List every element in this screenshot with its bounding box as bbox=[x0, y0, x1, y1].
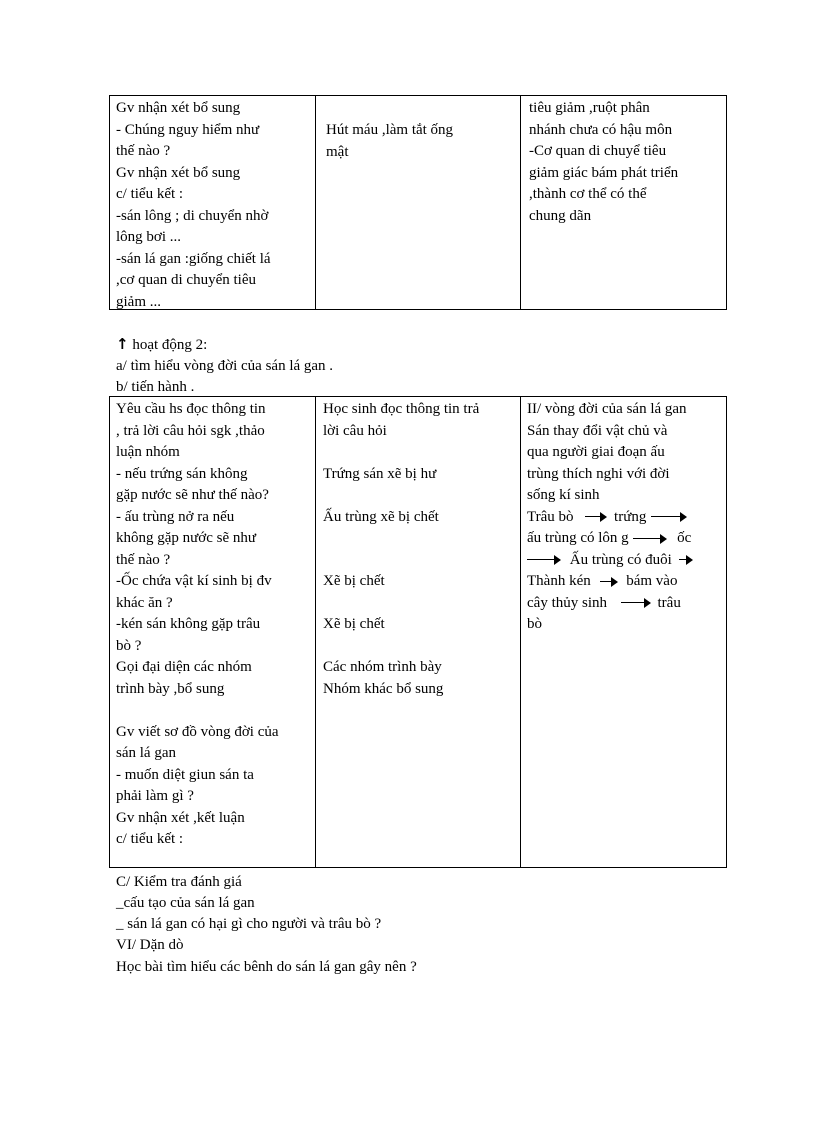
text-line: luận nhóm bbox=[116, 444, 180, 460]
text-line bbox=[323, 442, 516, 464]
cycle-attach: bám vào bbox=[626, 573, 678, 589]
footer-evaluation-heading: C/ Kiểm tra đánh giá bbox=[116, 874, 242, 890]
cycle-host: Trâu bò bbox=[527, 508, 574, 525]
text-line: ,thành cơ thể có thể bbox=[529, 186, 647, 202]
text-line: Hút máu ,làm tắt ống bbox=[326, 122, 454, 138]
cycle-plant: cây thủy sinh bbox=[527, 594, 607, 611]
text-line bbox=[323, 593, 516, 615]
text-line: lời câu hỏi bbox=[323, 422, 387, 439]
text-line: II/ vòng đời của sán lá gan bbox=[527, 401, 687, 417]
table1-col2-text bbox=[326, 120, 516, 163]
cycle-larva-hair: ấu trùng có lôn g bbox=[527, 530, 629, 546]
right-arrow-icon bbox=[527, 555, 561, 565]
cycle-line-4 bbox=[527, 571, 723, 593]
table1-col-teacher bbox=[110, 96, 316, 309]
right-arrow-icon bbox=[651, 512, 687, 522]
right-arrow-icon bbox=[621, 598, 651, 608]
cycle-larva-tail: Ấu trùng có đuôi bbox=[569, 551, 672, 568]
activity-heading bbox=[116, 334, 207, 357]
table2-col2-text bbox=[323, 399, 516, 700]
text-line bbox=[116, 700, 311, 722]
activity-process: b/ tiến hành . bbox=[116, 379, 195, 395]
text-line: Yêu cầu hs đọc thông tin bbox=[116, 401, 266, 417]
table2-col1-text bbox=[116, 399, 311, 851]
text-line: khác ăn ? bbox=[116, 594, 173, 611]
text-line: phải làm gì ? bbox=[116, 788, 194, 804]
footer-question-1: _cấu tạo của sán lá gan bbox=[116, 895, 255, 911]
text-line: - Chúng nguy hiểm như bbox=[116, 121, 260, 138]
text-line: Gv nhận xét bổ sung bbox=[116, 164, 241, 181]
table1-col3-text bbox=[529, 98, 723, 227]
text-line: trình bày ,bổ sung bbox=[116, 680, 225, 697]
right-arrow-icon bbox=[633, 534, 667, 544]
text-line: Gv nhận xét ,kết luận bbox=[116, 809, 245, 826]
text-line: -Ốc chứa vật kí sinh bị đv bbox=[116, 573, 272, 589]
cycle-egg: trứng bbox=[614, 508, 647, 525]
text-line: Gv viết sơ đồ vòng đời của bbox=[116, 723, 279, 740]
text-line: - nếu trứng sán không bbox=[116, 465, 248, 482]
text-line: không gặp nước sẽ như bbox=[116, 530, 257, 546]
table1-col1-text bbox=[116, 98, 311, 313]
text-line: thế nào ? bbox=[116, 551, 171, 568]
table1-col-content bbox=[521, 96, 727, 309]
text-line: -sán lá gan :giống chiết lá bbox=[116, 250, 271, 267]
footer-homework-text: Học bài tìm hiểu các bênh do sán lá gan gây nên ? bbox=[116, 959, 417, 975]
text-line: nhánh chưa có hậu môn bbox=[529, 121, 673, 138]
cycle-line-3 bbox=[527, 550, 723, 572]
right-arrow-icon bbox=[679, 555, 693, 565]
text-line: Gọi đại diện các nhóm bbox=[116, 659, 252, 675]
text-line bbox=[323, 550, 516, 572]
right-arrow-icon bbox=[600, 577, 618, 587]
text-line: - muốn diệt giun sán ta bbox=[116, 766, 254, 783]
text-line: giảm giác bám phát triển bbox=[529, 164, 679, 181]
cycle-snail: ốc bbox=[677, 530, 692, 546]
activity-goal: a/ tìm hiểu vòng đời của sán lá gan . bbox=[116, 358, 334, 374]
text-line: bò ? bbox=[116, 637, 142, 654]
right-arrow-icon bbox=[585, 512, 607, 522]
cycle-line-2 bbox=[527, 528, 723, 550]
cycle-cyst: Thành kén bbox=[527, 573, 591, 589]
footer-homework-heading: VI/ Dặn dò bbox=[116, 937, 184, 953]
text-line: Các nhóm trình bày bbox=[323, 659, 442, 675]
text-line bbox=[323, 636, 516, 658]
text-line: Xẽ bị chết bbox=[323, 573, 385, 589]
table2-col-student bbox=[316, 397, 521, 867]
text-line: sống kí sinh bbox=[527, 487, 600, 503]
text-line: lông bơi ... bbox=[116, 229, 182, 245]
footer-question-2: _ sán lá gan có hại gì cho người và trâu bò ? bbox=[116, 916, 382, 932]
text-line: Xẽ bị chết bbox=[323, 616, 385, 632]
text-line: gặp nước sẽ như thế nào? bbox=[116, 487, 269, 503]
table2-col-teacher bbox=[110, 397, 316, 867]
text-line: , trả lời câu hỏi sgk ,thảo bbox=[116, 422, 265, 439]
text-line: Gv nhận xét bổ sung bbox=[116, 100, 241, 116]
text-line: qua người giai đoạn ấu bbox=[527, 444, 665, 460]
text-line: ,cơ quan di chuyển tiêu bbox=[116, 272, 256, 288]
table1-col-student bbox=[316, 96, 521, 309]
text-line: -Cơ quan di chuyể tiêu bbox=[529, 143, 667, 159]
cycle-line-1 bbox=[527, 507, 723, 529]
text-line: trùng thích nghi với đời bbox=[527, 465, 670, 482]
text-line: thế nào ? bbox=[116, 143, 171, 159]
text-line: Trứng sán xẽ bị hư bbox=[323, 465, 437, 482]
table2-col3-text bbox=[527, 399, 723, 636]
text-line: -sán lông ; di chuyển nhờ bbox=[116, 207, 269, 224]
text-line: -kén sán không gặp trâu bbox=[116, 616, 261, 632]
cycle-end-host: trâu bbox=[657, 594, 681, 611]
activity-title: hoạt động 2: bbox=[132, 337, 208, 353]
cycle-line-5 bbox=[527, 593, 723, 615]
text-line: Học sinh đọc thông tin trả bbox=[323, 401, 480, 417]
text-line: giảm ... bbox=[116, 293, 161, 310]
up-arrow-icon: ↑ bbox=[116, 335, 129, 353]
text-line: tiêu giảm ,ruột phân bbox=[529, 100, 650, 116]
text-line: c/ tiểu kết : bbox=[116, 186, 184, 202]
text-line bbox=[323, 528, 516, 550]
text-line: sán lá gan bbox=[116, 745, 176, 761]
text-line: Ấu trùng xẽ bị chết bbox=[323, 508, 439, 525]
table-activity-2 bbox=[109, 396, 727, 868]
table2-col-content bbox=[521, 397, 727, 867]
text-line bbox=[323, 485, 516, 507]
text-line: - ấu trùng nở ra nếu bbox=[116, 508, 235, 525]
text-line: Sán thay đổi vật chủ và bbox=[527, 422, 668, 439]
table-continued bbox=[109, 95, 727, 310]
text-line: bò bbox=[527, 616, 542, 632]
text-line: c/ tiểu kết : bbox=[116, 831, 184, 847]
text-line: chung dãn bbox=[529, 207, 592, 224]
text-line: Nhóm khác bổ sung bbox=[323, 680, 444, 697]
text-line: mật bbox=[326, 143, 349, 160]
